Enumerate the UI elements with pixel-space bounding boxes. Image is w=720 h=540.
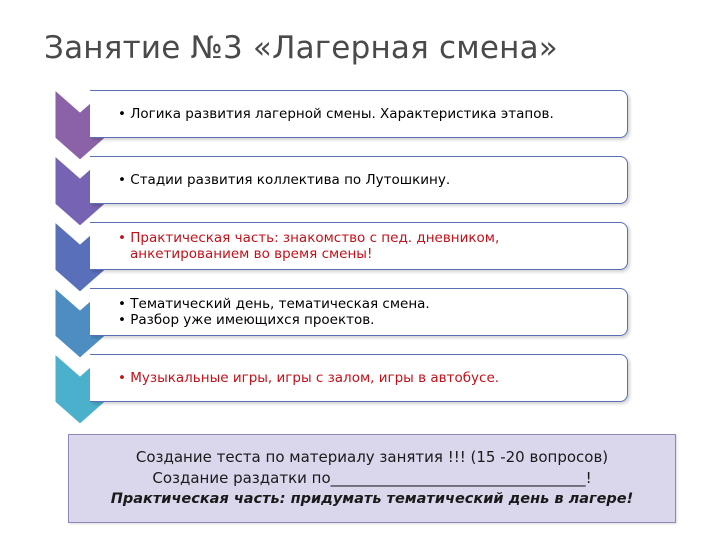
- step-box-5: [90, 354, 628, 402]
- summary-line-2: Создание раздатки по__________________________________!: [152, 469, 592, 487]
- step-4-line-2: • Разбор уже имеющихся проектов.: [118, 312, 621, 328]
- step-text-1: [118, 106, 621, 122]
- step-box-2: [90, 156, 628, 204]
- step-4-line-1: • Тематический день, тематическая смена.: [118, 296, 621, 312]
- step-box-3: [90, 222, 628, 270]
- step-box-4: [90, 288, 628, 336]
- summary-line-3: Практическая часть: придумать тематический день в лагере!: [110, 491, 634, 507]
- step-2-line-1: • Стадии развития коллектива по Лутошкину.: [118, 172, 621, 188]
- step-3-line-1: • Практическая часть: знакомство с пед. дневником, анкетированием во время смены!: [118, 230, 621, 262]
- summary-line-1: Создание теста по материалу занятия !!! (15 -20 вопросов): [135, 448, 609, 466]
- step-text-3: [118, 230, 621, 262]
- summary-box: [68, 434, 676, 523]
- slide-title: Занятие №3 «Лагерная смена»: [44, 30, 558, 66]
- step-text-4: [118, 296, 621, 328]
- step-5-line-1: • Музыкальные игры, игры с залом, игры в автобусе.: [118, 370, 621, 386]
- step-box-1: [90, 90, 628, 138]
- step-text-5: [118, 370, 621, 386]
- step-text-2: [118, 172, 621, 188]
- step-1-line-1: • Логика развития лагерной смены. Характеристика этапов.: [118, 106, 621, 122]
